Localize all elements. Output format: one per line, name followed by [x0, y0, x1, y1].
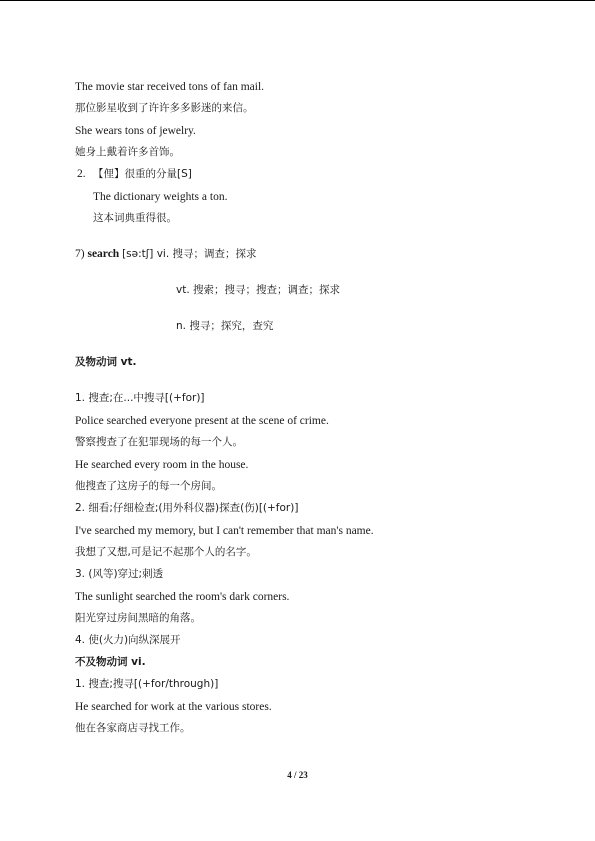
sense-definition: 3. (风等)穿过;刺透	[75, 568, 164, 580]
page-number: 4 / 23	[287, 770, 308, 780]
headword: search	[87, 248, 120, 260]
sense-definition: 4. 使(火力)向纵深展开	[75, 634, 181, 646]
entry-number: 7)	[75, 248, 85, 260]
sense-definition: 2. 细看;仔细检查;(用外科仪器)探查(伤)[(+for)]	[75, 502, 299, 514]
example-en: She wears tons of jewelry.	[75, 125, 196, 137]
sense-definition: 1. 搜查;搜寻[(+for/through)]	[75, 678, 219, 690]
top-rule	[0, 0, 595, 1]
entry-pos-definition: vt. 搜索；搜寻；搜查；调查；探求	[176, 284, 341, 296]
example-cn: 阳光穿过房间黑暗的角落。	[75, 612, 201, 624]
example-en: I've searched my memory, but I can't remember that man's name.	[75, 525, 374, 537]
example-cn: 他搜查了这房子的每一个房间。	[75, 480, 222, 492]
example-cn: 警察搜查了在犯罪现场的每一个人。	[75, 436, 243, 448]
example-en: The dictionary weights a ton.	[93, 191, 228, 203]
example-cn: 那位影星收到了许许多多影迷的来信。	[75, 102, 254, 114]
example-cn: 这本词典重得很。	[93, 212, 177, 224]
example-cn: 她身上戴着许多首饰。	[75, 146, 180, 158]
sense-number: 2.	[77, 168, 86, 180]
entry-headword-line	[75, 247, 257, 261]
sense-definition: 1. 搜查;在...中搜寻[(+for)]	[75, 392, 205, 404]
example-en: The sunlight searched the room's dark corners.	[75, 591, 290, 603]
example-cn: 我想了又想,可是记不起那个人的名字。	[75, 546, 257, 558]
example-en: Police searched everyone present at the scene of crime.	[75, 415, 329, 427]
example-cn: 他在各家商店寻找工作。	[75, 722, 191, 734]
example-en: He searched for work at the various stores.	[75, 701, 272, 713]
entry-pos-definition: [sə:tʃ] vi. 搜寻；调查；探求	[122, 248, 257, 260]
example-en: He searched every room in the house.	[75, 459, 249, 471]
section-heading: 及物动词 vt.	[75, 356, 137, 368]
section-heading: 不及物动词 vi.	[75, 656, 146, 668]
sense-definition: 【俚】很重的分量[S]	[93, 168, 192, 180]
example-en: The movie star received tons of fan mail.	[75, 81, 265, 93]
entry-pos-definition: n. 搜寻；探究，查究	[176, 320, 274, 332]
